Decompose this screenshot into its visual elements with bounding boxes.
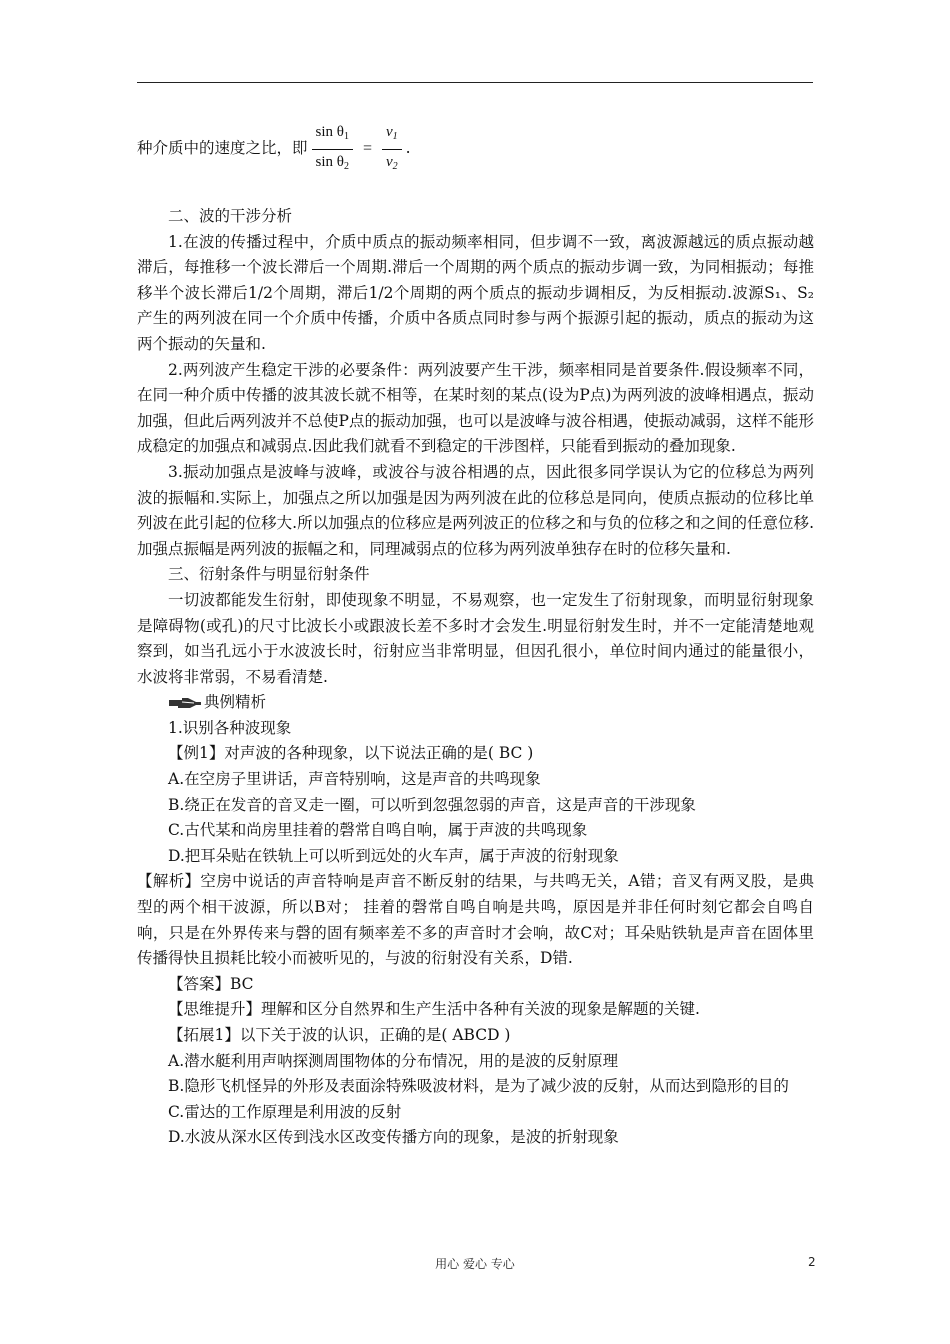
example-1-thinking: 【思维提升】理解和区分自然界和生产生活中各种有关波的现象是解题的关键.: [168, 1000, 700, 1019]
section-2-paragraph-3: 3.振动加强点是波峰与波峰，或波谷与波谷相遇的点，因此很多同学误认为它的位移总为两列波的振幅和.实际上，加强点之所以加强是因为两列波在此的位移总是同向，使质点振动的位移比单列波在此引起的位移大.所以加强点的位移应是两列波正的位移之和与负的位移之和之间的任意位移.加强点振幅是两列波的振幅之和，同理减弱点的位移为两列波单独存在时的位移矢量和.: [137, 462, 814, 558]
fraction-denominator: $\sin \theta_2$: [315, 153, 349, 172]
page-content: [137, 118, 814, 1151]
sine-ratio-fraction: [312, 122, 353, 177]
example-1-question: 【例1】对声波的各种现象，以下说法正确的是( BC ): [168, 744, 534, 763]
velocity-ratio-fraction: [382, 122, 402, 177]
section-3-paragraph-1: 一切波都能发生衍射，即使现象不明显，不易观察，也一定发生了衍射现象，而明显衍射现象是障碍物(或孔)的尺寸比波长小或跟波长差不多时才会发生.明显衍射发生时，并不一定能清楚地观察到，如当孔远小于水波波长时，衍射应当非常明显，但因孔很小，单位时间内通过的能量很小，水波将非常弱，不易看清楚.: [137, 590, 814, 686]
section-2-title: 二、波的干涉分析: [168, 207, 293, 225]
formula-prefix: 种介质中的速度之比，即: [137, 139, 308, 158]
example-1-option-b: B.绕正在发音的音叉走一圈，可以听到忽强忽弱的声音，这是声音的干涉现象: [168, 795, 696, 814]
examples-heading-text: 典例精析: [204, 693, 267, 712]
fraction-numerator: $v_1$: [382, 122, 402, 150]
example-1-option-d: D.把耳朵贴在铁轨上可以听到远处的火车声，属于声波的衍射现象: [168, 846, 619, 865]
section-3-title: 三、衍射条件与明显衍射条件: [168, 565, 370, 584]
extension-1-option-c: C.雷达的工作原理是利用波的反射: [168, 1102, 402, 1121]
formula-suffix: .: [405, 139, 411, 158]
example-1-option-c: C.古代某和尚房里挂着的磬常自鸣自响，属于声波的共鸣现象: [168, 821, 588, 840]
header-rule: [137, 82, 813, 83]
topic-1-title: 1.识别各种波现象: [168, 718, 292, 737]
extension-1-option-d: D.水波从深水区传到浅水区改变传播方向的现象，是波的折射现象: [168, 1128, 619, 1147]
example-1-analysis: 【解析】空房中说话的声音特响是声音不断反射的结果，与共鸣无关，A错；音叉有两叉股，是典型的两个相干波源，所以B对； 挂着的磬常自鸣自响是共鸣，原因是并非任何时刻它都会自鸣自响，只是在外界传来与磬的固有频率差不多的声音时才会响，故C对；耳朵贴铁轨是声音在固体里传播得快且损耗比较小而被听见的，与波的衍射没有关系，D错.: [137, 872, 814, 968]
example-1-answer: 【答案】BC: [168, 974, 254, 993]
footer-motto: 用心 爱心 专心: [435, 1257, 515, 1271]
page-number: 2: [808, 1255, 816, 1269]
fraction-denominator: $v_2$: [386, 153, 398, 172]
extension-1-option-b: B.隐形飞机怪异的外形及表面涂特殊吸波材料，是为了减少波的反射，从而达到隐形的目的: [168, 1077, 789, 1096]
fraction-numerator: $\sin \theta_1$: [312, 122, 353, 150]
equals-sign: =: [362, 140, 372, 158]
pointing-hand-icon: [168, 696, 202, 710]
snell-formula-line: [137, 118, 814, 180]
example-1-option-a: A.在空房子里讲话，声音特别响，这是声音的共鸣现象: [168, 770, 541, 789]
extension-1-question: 【拓展1】以下关于波的认识，正确的是( ABCD ): [168, 1026, 511, 1044]
examples-heading: [137, 690, 814, 716]
section-2-paragraph-1: 1.在波的传播过程中，介质中质点的振动频率相同，但步调不一致，离波源越远的质点振动越滞后，每推移一个波长滞后一个周期.滞后一个周期的两个质点的振动步调一致，为同相振动；每推移半个波长滞后1/2个周期，滞后1/2个周期的两个质点的振动步调相反，为反相振动.波源S₁、S₂产生的两列波在同一个介质中传播，介质中各质点同时参与两个振源引起的振动，质点的振动为这两个振动的矢量和.: [137, 232, 814, 353]
section-2-paragraph-2: 2.两列波产生稳定干涉的必要条件：两列波要产生干涉，频率相同是首要条件.假设频率不同，在同一种介质中传播的波其波长就不相等，在某时刻的某点(设为P点)为两列波的波峰相遇点，振动加强，但此后两列波并不总使P点的振动加强，也可以是波峰与波谷相遇，使振动减弱，这样不能形成稳定的加强点和减弱点.因此我们就看不到稳定的干涉图样，只能看到振动的叠加现象.: [137, 360, 814, 456]
extension-1-option-a: A.潜水艇利用声呐探测周围物体的分布情况，用的是波的反射原理: [168, 1051, 619, 1070]
